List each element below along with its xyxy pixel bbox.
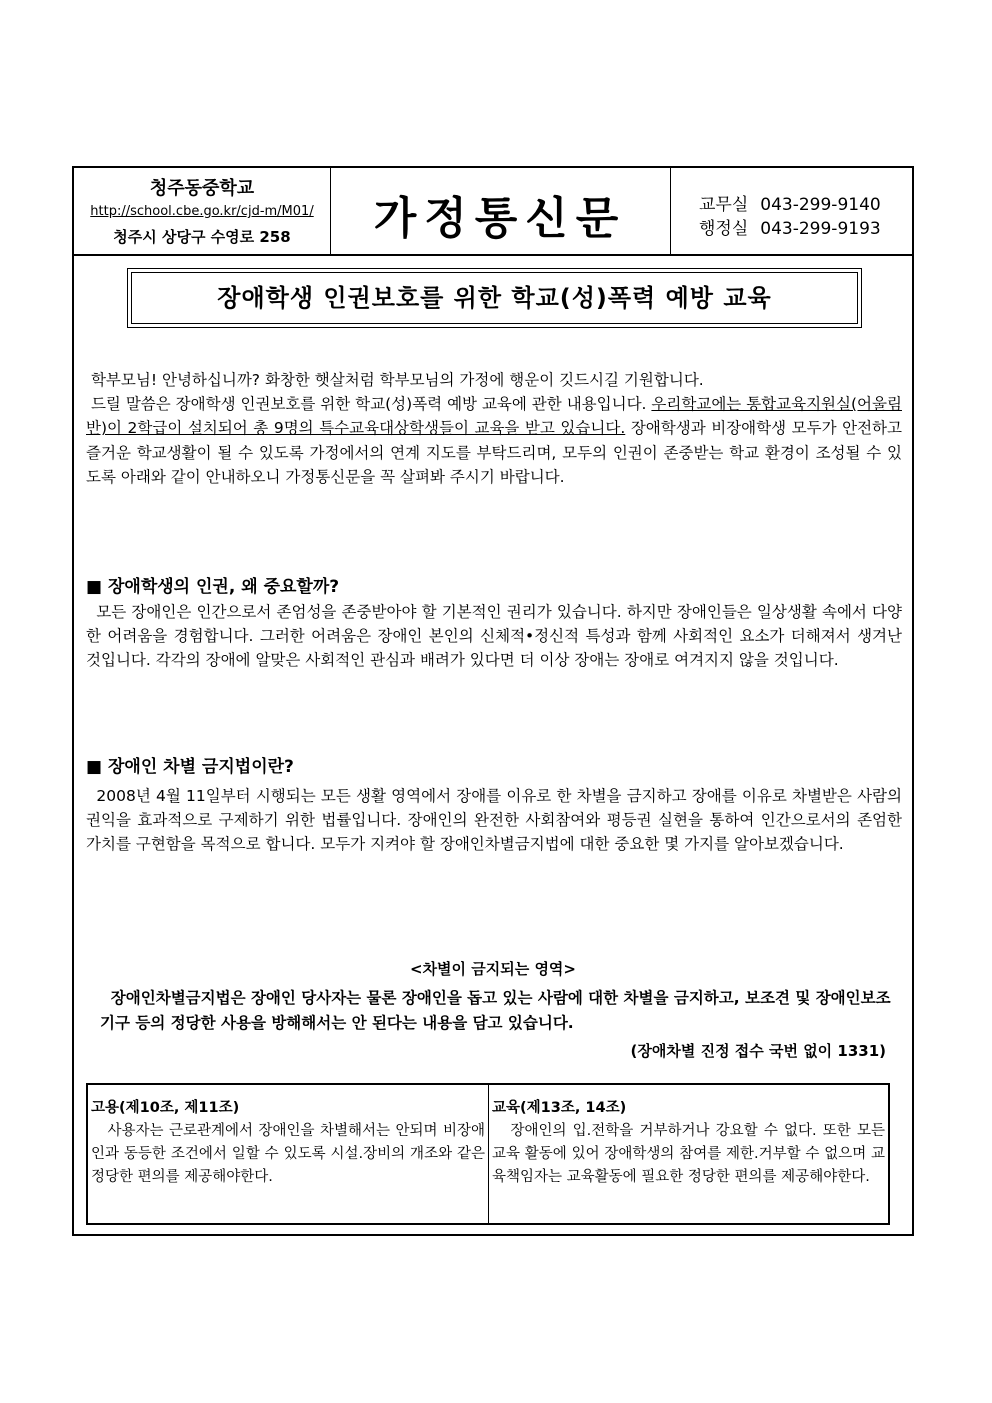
- intro-body-end: 장애학생과 비장애학생 모두가 안전하고 즐거운 학교생활이 될 수 있도록 가정에서의 연계 지도를 부탁드리며, 모두의 인권이 존중받는 학교 환경이 조성될 수 있도록 아래와 같이 안내하오니 가정통신문을 꼭 살펴봐 주시기 바랍니다.: [86, 419, 902, 486]
- intro-body-underlined: 우리학교에는 통합교육지원실(어울림반)이 2학급이 설치되어 총 9명의 특수교육대상학생들이 교육을 받고 있습니다.: [86, 395, 902, 438]
- newsletter-frame: [72, 166, 914, 1236]
- contact-number: 043-299-9140: [760, 195, 881, 215]
- law-table-cell-heading: 고용(제10조, 제11조): [91, 1100, 240, 1116]
- law-table-cell-text: 장애인의 입.전학을 거부하거나 강요할 수 없다. 또한 모든 교육 활동에 있어 장애학생의 참여를 제한.거부할 수 없으며 교육책임자는 교육활동에 필요한 정당한 편의를 제공해야한다.: [492, 1123, 885, 1185]
- contact-number: 043-299-9193: [760, 219, 881, 239]
- law-table-cell-heading: 교육(제13조, 14조): [492, 1100, 627, 1116]
- prohibited-areas-title: <차별이 금지되는 영역>: [410, 960, 576, 978]
- contact-label: 교무실: [699, 195, 749, 215]
- section-body: 모든 장애인은 인간으로서 존엄성을 존중받아야 할 기본적인 권리가 있습니다. 하지만 장애인들은 일상생활 속에서 다양한 어려움을 경험합니다. 그러한 어려움은 장애인 본인의 신체적•정신적 특성과 함께 사회적인 요소가 더해져서 생겨난 것입니다. 각각의 장애에 알맞은 사회적인 관심과 배려가 있다면 더 이상 장애는 장애로 여겨지지 않을 것입니다.: [86, 603, 902, 670]
- complaint-hotline-note: (장애차별 진정 접수 국번 없이 1331): [630, 1042, 886, 1060]
- contact-info: [671, 168, 912, 254]
- contact-label: 행정실: [699, 219, 749, 239]
- section-body: 2008년 4월 11일부터 시행되는 모든 생활 영역에서 장애를 이유로 한 차별을 금지하고 장애를 이유로 차별받은 사람의 권익을 효과적으로 구제하기 위한 법률입니다. 장애인의 완전한 사회참여와 평등권 실현을 통하여 인간으로서의 존엄한 가치를 구현함을 목적으로 합니다. 모두가 지켜야 할 장애인차별금지법에 대한 중요한 몇 가지를 알아보겠습니다.: [86, 787, 902, 854]
- section-heading: ■ 장애인 차별 금지법이란?: [86, 757, 294, 777]
- school-name: 청주동중학교: [149, 178, 255, 199]
- document-title: 장애학생 인권보호를 위한 학교(성)폭력 예방 교육: [131, 272, 858, 324]
- law-table-cell-education: [489, 1085, 888, 1223]
- intro-greeting: 학부모님! 안녕하십니까? 화창한 햇살처럼 학부모님의 가정에 행운이 깃드시길 기원합니다.: [90, 371, 704, 389]
- law-table-cell-text: 사용자는 근로관계에서 장애인을 차별해서는 안되며 비장애인과 동등한 조건에서 일할 수 있도록 시설.장비의 개조와 같은 정당한 편의를 제공해야한다.: [91, 1123, 486, 1185]
- newsletter-title-cell: [330, 168, 671, 254]
- newsletter-title: 가정통신문: [373, 193, 627, 244]
- intro-body-start: 드릴 말씀은 장애학생 인권보호를 위한 학교(성)폭력 예방 교육에 관한 내용입니다.: [90, 395, 647, 414]
- intro-paragraph: [86, 368, 902, 489]
- school-url-link[interactable]: http://school.cbe.go.kr/cjd-m/M01/: [90, 204, 314, 219]
- school-info: [74, 168, 331, 254]
- intro-body: [86, 392, 902, 489]
- contact-row: [699, 214, 881, 239]
- law-table-cell-employment: [88, 1085, 489, 1223]
- prohibited-areas-text: 장애인차별금지법은 장애인 당사자는 물론 장애인을 돕고 있는 사람에 대한 차별을 금지하고, 보조견 및 장애인보조기구 등의 정당한 사용을 방해해서는 안 된다는 내용을 담고 있습니다.: [100, 989, 891, 1032]
- document-title-box: [127, 268, 862, 328]
- school-address: 청주시 상당구 수영로 258: [113, 228, 291, 246]
- section-heading: ■ 장애학생의 인권, 왜 중요할까?: [86, 577, 340, 597]
- law-table: [86, 1083, 890, 1225]
- newsletter-header: [74, 168, 912, 256]
- contact-row: [699, 190, 881, 215]
